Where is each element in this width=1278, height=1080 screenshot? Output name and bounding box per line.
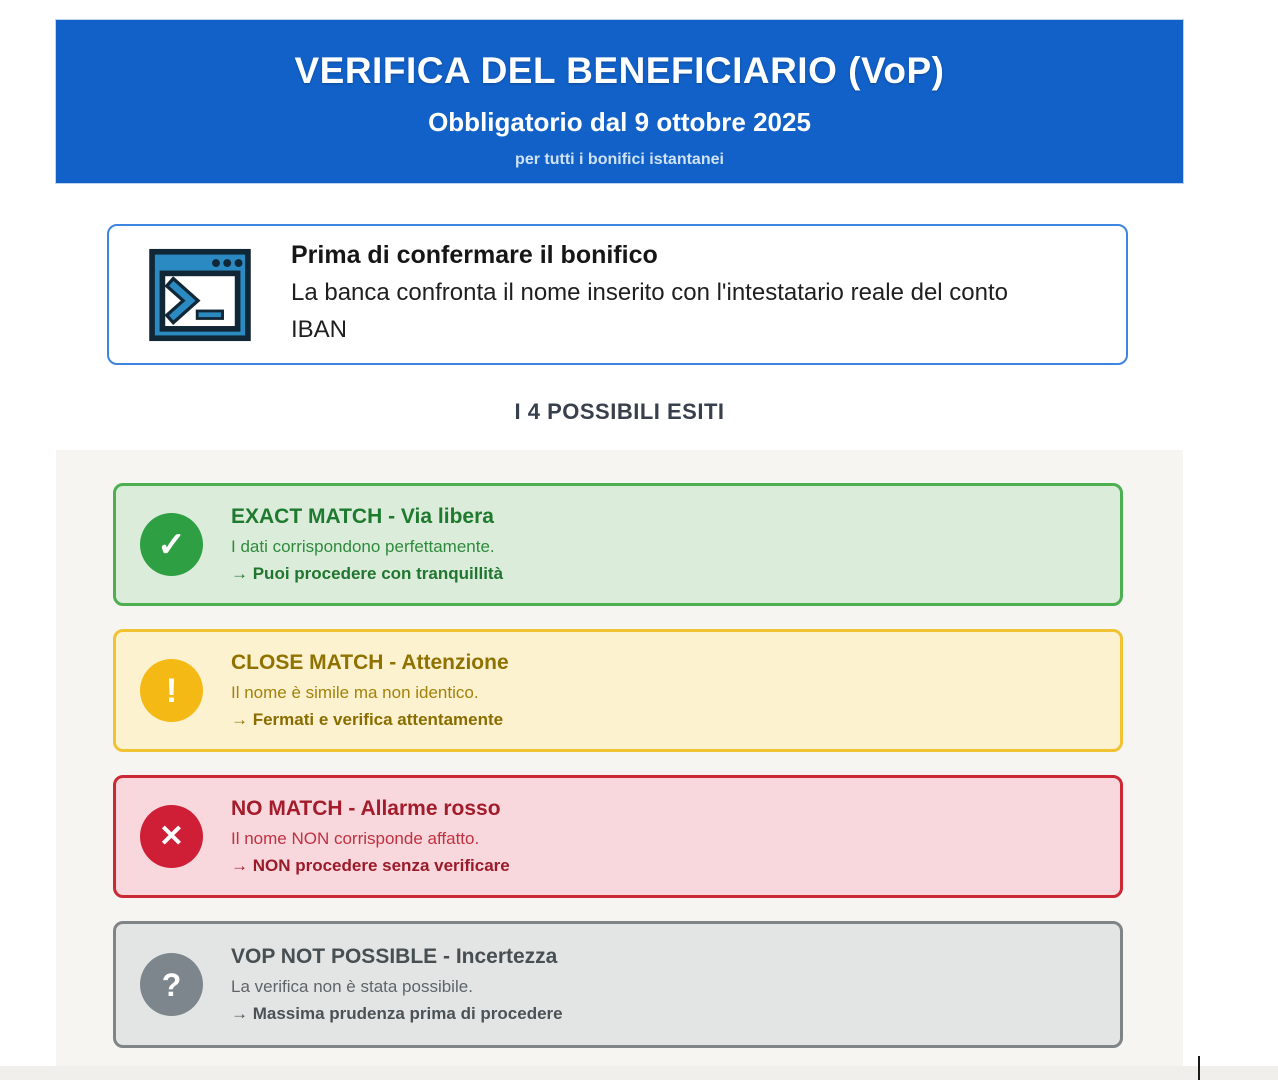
outcome-text	[231, 945, 563, 1024]
outcome-title: VOP NOT POSSIBLE - Incertezza	[231, 945, 558, 968]
exclamation-icon: !	[140, 659, 203, 722]
header-banner	[56, 20, 1183, 183]
intro-body: La banca confronta il nome inserito con l'intestatario reale del conto IBAN	[291, 279, 1009, 343]
cross-icon: ✕	[140, 805, 203, 868]
outcome-card-exact-match	[113, 483, 1123, 606]
outcome-text	[231, 505, 503, 584]
outcome-title: EXACT MATCH - Via libera	[231, 505, 494, 528]
terminal-window-icon	[145, 248, 255, 342]
intro-text	[291, 241, 1091, 348]
outcome-action: → Fermati e verifica attentamente	[231, 710, 504, 729]
page-title: VERIFICA DEL BENEFICIARIO (VoP)	[294, 50, 945, 91]
text-cursor	[1198, 1056, 1200, 1080]
outcome-title: CLOSE MATCH - Attenzione	[231, 651, 509, 674]
outcome-card-no-match	[113, 775, 1123, 898]
intro-title: Prima di confermare il bonifico	[291, 241, 658, 269]
outcome-description: Il nome NON corrisponde affatto.	[231, 829, 480, 848]
outcome-action: → Massima prudenza prima di procedere	[231, 1004, 563, 1023]
outcome-description: I dati corrispondono perfettamente.	[231, 537, 495, 556]
check-icon: ✓	[140, 513, 203, 576]
question-icon: ?	[140, 953, 203, 1016]
outcomes-heading: I 4 POSSIBILI ESITI	[514, 399, 725, 424]
outcome-card-close-match	[113, 629, 1123, 752]
bottom-strip	[0, 1066, 1278, 1080]
outcome-text	[231, 797, 510, 876]
outcome-action: → Puoi procedere con tranquillità	[231, 564, 504, 583]
page-subtitle: Obbligatorio dal 9 ottobre 2025	[428, 107, 811, 137]
outcome-description: Il nome è simile ma non identico.	[231, 683, 479, 702]
page-tagline: per tutti i bonifici istantanei	[515, 151, 724, 168]
outcome-title: NO MATCH - Allarme rosso	[231, 797, 501, 820]
intro-card	[107, 224, 1128, 365]
outcome-action: → NON procedere senza verificare	[231, 856, 510, 875]
outcomes-panel	[56, 450, 1183, 1068]
content-column	[56, 20, 1183, 1068]
outcome-description: La verifica non è stata possibile.	[231, 977, 473, 996]
outcome-text	[231, 651, 509, 730]
outcome-card-vop-not-possible	[113, 921, 1123, 1048]
